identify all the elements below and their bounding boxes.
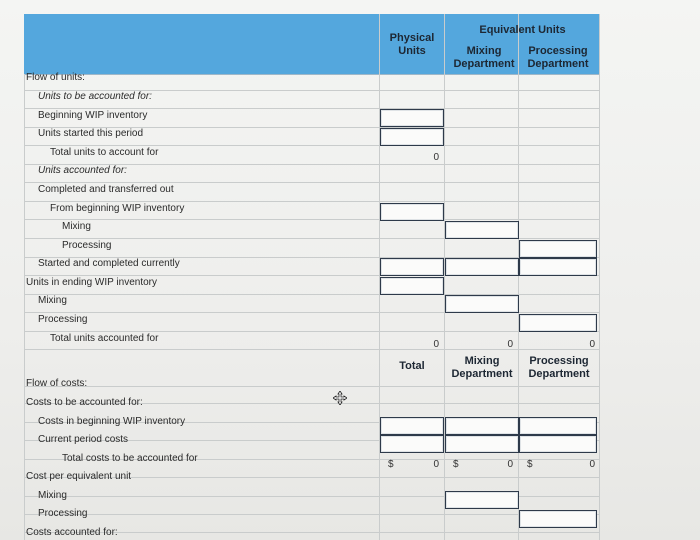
completed-transferred-label: Completed and transferred out [38, 184, 174, 195]
total-dollar-sign: $ [388, 459, 394, 470]
started-completed-label: Started and completed currently [38, 258, 180, 269]
processing-department-header: Processing Department [527, 45, 589, 70]
current-costs-processing-input[interactable] [519, 435, 597, 453]
total-costs-mixing-value: 0 [507, 459, 513, 470]
ending-wip-physical-input[interactable] [380, 277, 444, 295]
column-divider [599, 14, 600, 540]
processing-cost-label: Processing [38, 508, 88, 519]
total-accounted-physical-value: 0 [433, 339, 439, 350]
total-costs-label: Total costs to be accounted for [62, 453, 198, 464]
processing-ending-label: Processing [38, 314, 88, 325]
started-completed-mixing-input[interactable] [445, 258, 519, 276]
column-divider [24, 74, 25, 540]
costs-beginning-processing-input[interactable] [519, 417, 597, 435]
mixing-cost-label: Mixing [38, 490, 67, 501]
cost-per-eu-label: Cost per equivalent unit [26, 471, 132, 482]
total-cost-header: Total [399, 360, 425, 372]
current-period-costs-label: Current period costs [38, 434, 129, 445]
processing-label: Processing [62, 240, 112, 251]
started-completed-physical-input[interactable] [380, 258, 444, 276]
column-divider [444, 14, 445, 540]
units-accounted-label: Units accounted for: [38, 165, 127, 176]
worksheet [24, 14, 599, 540]
equivalent-units-header: Equivalent Units [479, 24, 566, 36]
from-beginning-physical-input[interactable] [380, 203, 444, 221]
column-divider [518, 14, 519, 540]
costs-beginning-mixing-input[interactable] [445, 417, 519, 435]
total-units-to-account-label: Total units to account for [50, 147, 159, 158]
mixing-label: Mixing [62, 221, 91, 232]
beginning-wip-label: Beginning WIP inventory [38, 110, 148, 121]
flow-of-costs-label: Flow of costs: [26, 378, 88, 389]
mixing-ending-label: Mixing [38, 295, 67, 306]
cost-per-eu-processing-input[interactable] [519, 510, 597, 528]
mixing-dollar-sign: $ [453, 459, 459, 470]
move-cursor-icon [333, 391, 347, 405]
units-started-physical-input[interactable] [380, 128, 444, 146]
flow-of-units-label: Flow of units: [26, 72, 85, 83]
from-beginning-processing-input[interactable] [519, 240, 597, 258]
total-units-to-account-value: 0 [433, 152, 439, 163]
ending-wip-mixing-input[interactable] [445, 295, 519, 313]
ending-wip-label: Units in ending WIP inventory [26, 277, 157, 288]
total-accounted-mixing-value: 0 [507, 339, 513, 350]
processing-cost-header: Processing Department [528, 355, 590, 380]
costs-beginning-wip-label: Costs in beginning WIP inventory [38, 416, 186, 427]
processing-dollar-sign: $ [527, 459, 533, 470]
current-costs-mixing-input[interactable] [445, 435, 519, 453]
current-costs-total-input[interactable] [380, 435, 444, 453]
beginning-wip-physical-input[interactable] [380, 109, 444, 127]
costs-to-be-accounted-label: Costs to be accounted for: [26, 397, 143, 408]
units-started-label: Units started this period [38, 128, 144, 139]
costs-accounted-label: Costs accounted for: [26, 527, 118, 538]
physical-units-header: Physical Units [389, 32, 435, 57]
started-completed-processing-input[interactable] [519, 258, 597, 276]
cost-per-eu-mixing-input[interactable] [445, 491, 519, 509]
mixing-cost-header: Mixing Department [451, 355, 513, 380]
units-to-be-accounted-label: Units to be accounted for: [38, 91, 152, 102]
total-costs-processing-value: 0 [589, 459, 595, 470]
from-beginning-mixing-input[interactable] [445, 221, 519, 239]
total-costs-total-value: 0 [433, 459, 439, 470]
from-beginning-wip-label: From beginning WIP inventory [50, 203, 185, 214]
ending-wip-processing-input[interactable] [519, 314, 597, 332]
costs-beginning-total-input[interactable] [380, 417, 444, 435]
total-units-accounted-label: Total units accounted for [50, 333, 159, 344]
total-accounted-processing-value: 0 [589, 339, 595, 350]
mixing-department-header: Mixing Department [453, 45, 515, 70]
